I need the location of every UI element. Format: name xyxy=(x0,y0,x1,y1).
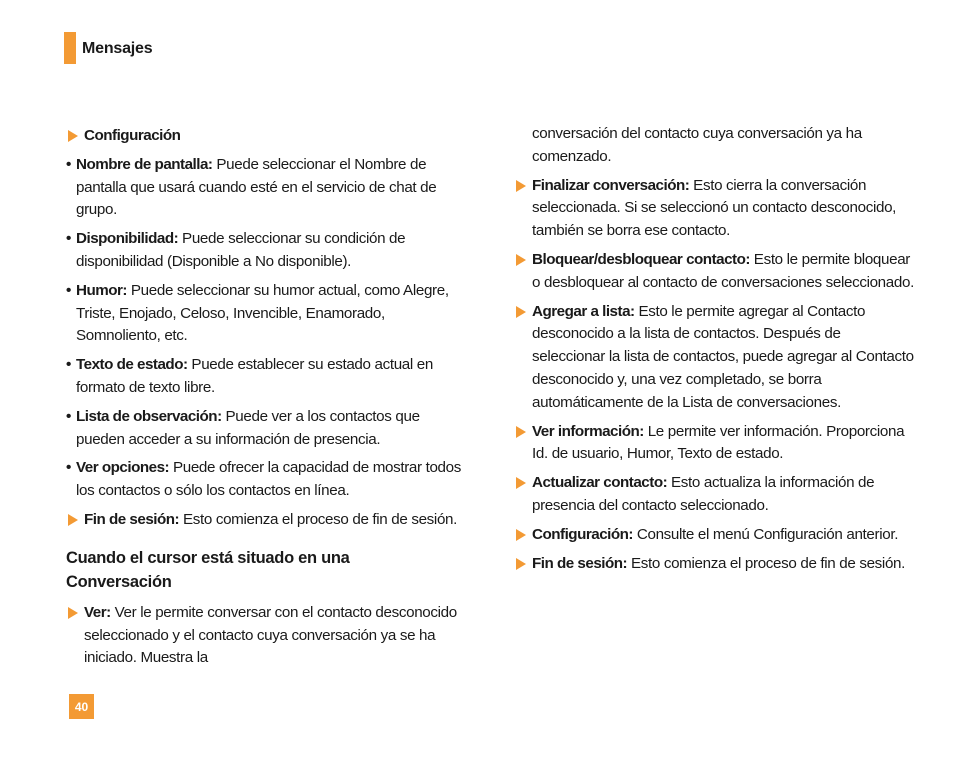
arrow-icon xyxy=(68,130,78,142)
bullet-icon: • xyxy=(66,281,71,299)
item-term: Nombre de pantalla: xyxy=(76,155,213,173)
arrow-icon xyxy=(516,306,526,318)
bullet-icon: • xyxy=(66,230,71,248)
arrow-item xyxy=(514,175,914,243)
subheading: Cuando el cursor está situado en una Conversación xyxy=(66,548,350,591)
arrow-item xyxy=(66,602,466,670)
arrow-item xyxy=(514,553,914,576)
item-text: Esto cierra la conversación seleccionada. Si se seleccionó un contacto desconocido, también se borra ese contacto. xyxy=(532,176,897,240)
continuation-text: conversación del contacto cuya conversación ya ha comenzado. xyxy=(532,125,862,165)
header-accent-bar xyxy=(64,32,76,64)
bullet-item xyxy=(66,457,466,503)
item-term: Ver información: xyxy=(532,422,644,440)
bullet-icon: • xyxy=(66,356,71,374)
item-text: Le permite ver información. Proporciona Id. de usuario, Humor, Texto de estado. xyxy=(532,422,905,463)
item-text: Puede seleccionar el Nombre de pantalla que usará cuando esté en el servicio de chat de grupo. xyxy=(76,155,437,219)
item-text: Puede seleccionar su humor actual, como Alegre, Triste, Enojado, Celoso, Invencible, Enamorado, Somnoliento, etc. xyxy=(76,281,449,345)
item-text: Esto le permite agregar al Contacto desconocido a la lista de contactos. Después de seleccionar la lista de contactos, puede agregar al Contacto desconocido y, una vez completado, se borra automáticamente de la Lista de conversaciones. xyxy=(532,302,914,411)
item-text: Esto comienza el proceso de fin de sesión. xyxy=(179,510,458,528)
bullet-item xyxy=(66,354,466,400)
arrow-item xyxy=(514,301,914,415)
item-text: Esto comienza el proceso de fin de sesión. xyxy=(627,554,906,572)
item-term: Disponibilidad: xyxy=(76,230,179,248)
arrow-item xyxy=(514,472,914,518)
arrow-icon xyxy=(516,529,526,541)
arrow-item xyxy=(514,249,914,295)
right-column xyxy=(514,125,914,581)
arrow-item xyxy=(514,421,914,467)
item-term: Bloquear/desbloquear contacto: xyxy=(532,250,750,268)
arrow-icon xyxy=(516,558,526,570)
bullet-item xyxy=(66,406,466,452)
item-text: Ver le permite conversar con el contacto desconocido seleccionado y el contacto cuya conversación ya se ha iniciado. Muestra la xyxy=(84,603,457,667)
item-text: Puede seleccionar su condición de disponibilidad (Disponible a No disponible). xyxy=(76,230,406,270)
item-text: Esto actualiza la información de presencia del contacto seleccionado. xyxy=(532,474,875,514)
bullet-icon: • xyxy=(66,407,71,425)
arrow-item xyxy=(66,509,466,532)
item-text: Esto le permite bloquear o desbloquear al contacto de conversaciones seleccionado. xyxy=(532,250,914,291)
item-term: Configuración: xyxy=(532,525,633,543)
item-term: Agregar a lista: xyxy=(532,302,635,320)
bullet-item xyxy=(66,228,466,274)
item-term: Ver opciones: xyxy=(76,459,170,477)
arrow-icon xyxy=(68,607,78,619)
arrow-item xyxy=(514,524,914,547)
page-number: 40 xyxy=(69,694,94,719)
arrow-icon xyxy=(516,254,526,266)
section-title: Mensajes xyxy=(82,40,153,57)
item-term: Texto de estado: xyxy=(76,356,188,374)
item-term: Finalizar conversación: xyxy=(532,176,690,194)
bullet-icon: • xyxy=(66,459,71,477)
item-term: Actualizar contacto: xyxy=(532,474,668,492)
config-heading xyxy=(66,125,466,148)
item-term: Humor: xyxy=(76,281,127,299)
item-text: Consulte el menú Configuración anterior. xyxy=(633,525,899,543)
bullet-item xyxy=(66,154,466,222)
bullet-item xyxy=(66,280,466,348)
item-term: Ver: xyxy=(84,603,111,621)
arrow-icon xyxy=(516,180,526,192)
item-text: Puede ofrecer la capacidad de mostrar todos los contactos o sólo los contactos en línea. xyxy=(76,459,461,500)
arrow-icon xyxy=(68,514,78,526)
item-text: Puede ver a los contactos que pueden acceder a su información de presencia. xyxy=(76,407,420,448)
item-term: Fin de sesión: xyxy=(84,510,180,528)
item-term: Lista de observación: xyxy=(76,407,222,425)
arrow-icon xyxy=(516,426,526,438)
item-term: Fin de sesión: xyxy=(532,554,628,572)
item-term: Configuración xyxy=(84,127,181,144)
arrow-icon xyxy=(516,477,526,489)
left-column xyxy=(66,125,466,676)
item-text: Puede establecer su estado actual en formato de texto libre. xyxy=(76,356,433,396)
bullet-icon: • xyxy=(66,155,71,173)
